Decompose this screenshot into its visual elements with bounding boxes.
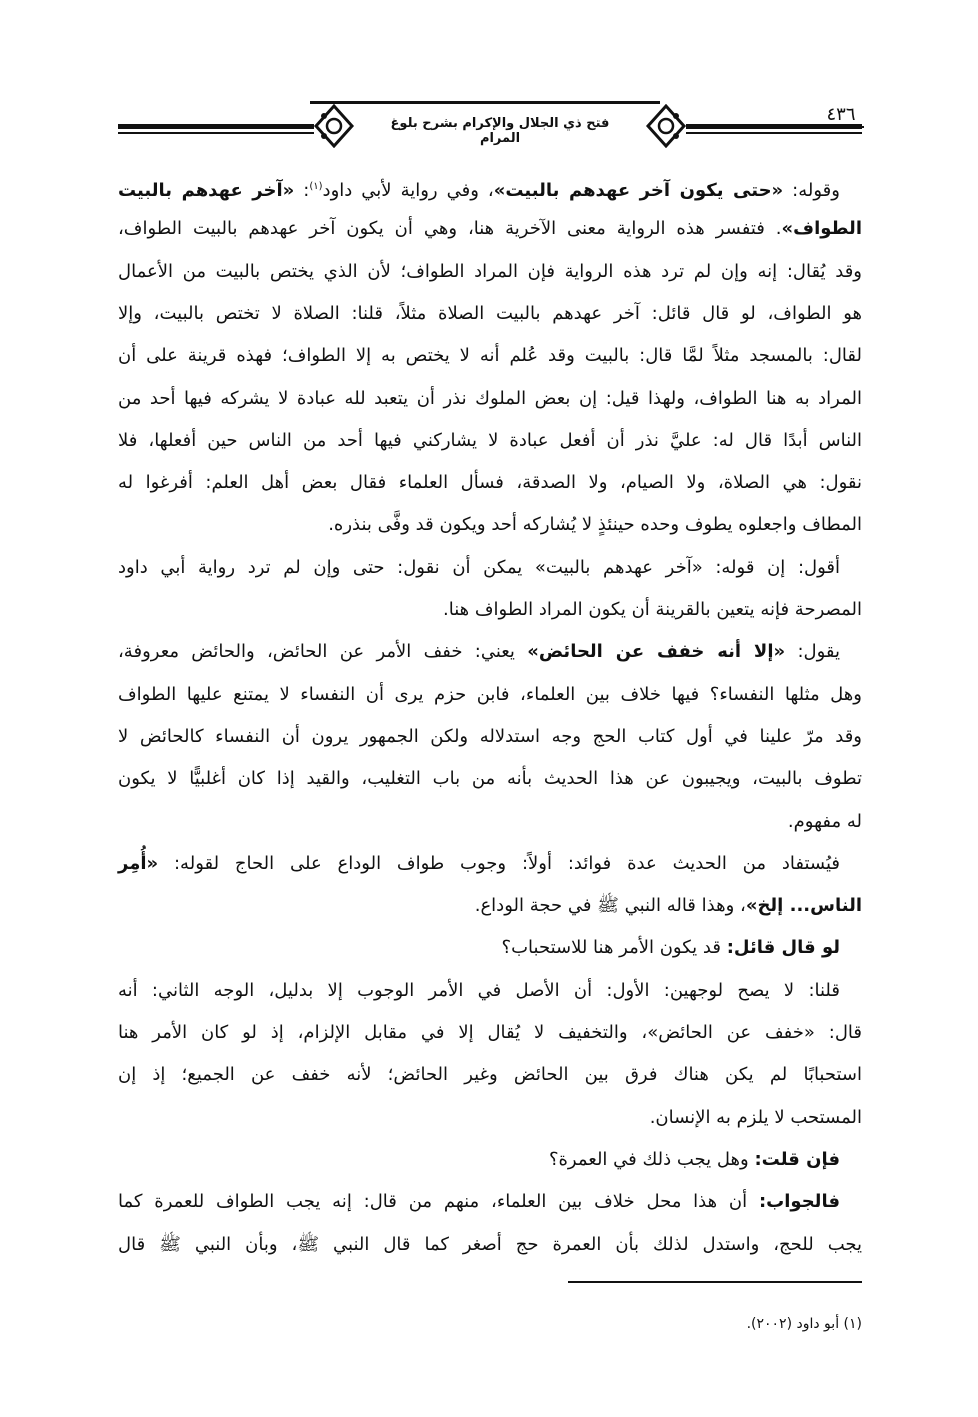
- text-segment: قد يكون الأمر هنا للاستحباب؟: [501, 937, 727, 959]
- text-line: [118, 637, 862, 667]
- text-segment: قال: «خفف عن الحائض»، والتخفيف لا يُقال إلا في مقابل الإلزام، إذ لو كان الأمر هنا: [118, 1022, 862, 1043]
- text-segment: يعني: خفف الأمر عن الحائض، والحائض معروفة،: [118, 641, 528, 663]
- text-line: [118, 933, 862, 963]
- header-rule-top: [310, 101, 660, 104]
- footnote-divider: [568, 1281, 862, 1283]
- text-segment: نقول: هي الصلاة، ولا الصيام، ولا الصدقة، فسأل العلماء فقال بعض أهل العلم: أفرغوا له: [118, 472, 862, 494]
- text-segment: المصرحة فإنه يتعين بالقرينة أن يكون المراد الطواف هنا.: [443, 599, 862, 620]
- text-line: [118, 384, 862, 414]
- text-segment: ، وفي رواية لأبي داود: [322, 180, 494, 201]
- bold-text: فالجواب:: [758, 1191, 840, 1213]
- text-line: [118, 722, 862, 752]
- text-line: [118, 807, 862, 837]
- text-segment: قلنا: لا يصح لوجهين: الأول: أن الأصل في الأمر الوجوب إلا بدليل، الوجه الثاني: أنه: [118, 979, 840, 1001]
- text-segment: تطوف بالبيت، ويجيبون عن هذا الحديث بأنه من باب التغليب، والقيد إذا كان أغلبيًّا لا يكون: [118, 768, 862, 790]
- text-segment: له مفهوم.: [787, 810, 862, 832]
- text-line: [118, 299, 862, 329]
- footnote-reference: (١): [309, 181, 323, 192]
- text-segment: المراد به هنا الطواف، ولهذا قيل: إن بعض الملوك نذر أن يتعبد لله عبادة لا يشركه فيها أحد من: [118, 387, 862, 409]
- text-segment: وقد مرّ علينا في أول كتاب الحج وجه استدلاله ولكن الجمهور يرون أن النفساء كالحائض لا: [118, 725, 862, 747]
- text-line: [118, 1145, 862, 1175]
- text-segment: المطاف واجعلوه يطوف وحده حينئذٍ لا يُشاركه أحد ويكون قد وفَّى بنذره.: [328, 514, 862, 536]
- text-segment: وهل يجب ذلك في العمرة؟: [548, 1148, 755, 1170]
- header-rule-left-thick: [118, 124, 314, 129]
- text-segment: ، وهذا قاله النبي ﷺ في حجة الوداع.: [474, 895, 746, 917]
- text-line: [118, 680, 862, 710]
- text-segment: يجب للحج، واستدل لذلك بأن العمرة حج أصغر كما قال النبي ﷺ، وبأن النبي ﷺ قال: [118, 1233, 862, 1255]
- bold-text: «إلا أنه خفف عن الحائض»: [527, 641, 786, 663]
- bold-text: فإن قلت:: [754, 1148, 840, 1170]
- bold-text: «آخر عهدهم بالبيت: [118, 180, 295, 201]
- header-rule-left-thin: [118, 132, 314, 134]
- header-rule-right-thin: [686, 132, 862, 134]
- text-line: [118, 553, 862, 583]
- text-line: [118, 172, 862, 202]
- bold-text: الناس... إلخ»: [745, 895, 862, 917]
- bold-text: «أُمِر: [118, 852, 159, 874]
- text-line: [118, 1103, 862, 1133]
- text-line: [118, 257, 862, 287]
- text-line: [118, 426, 862, 456]
- footnote: (١) أبو داود (٢٠٠٢).: [746, 1316, 862, 1332]
- text-line: [118, 1060, 862, 1090]
- text-segment: يقول:: [785, 641, 840, 663]
- text-line: [118, 468, 862, 498]
- text-segment: وقوله:: [783, 180, 840, 201]
- text-segment: أقول: إن قوله: «آخر عهدهم بالبيت» يمكن أن نقول: حتى وإن لم ترد رواية أبي داود: [118, 556, 840, 578]
- text-line: [118, 341, 862, 371]
- text-line: [118, 891, 862, 921]
- text-segment: فيُستفاد من الحديث عدة فوائد: أولاً: وجوب طواف الوداع على الحاج لقوله:: [158, 852, 840, 874]
- text-line: [118, 1018, 862, 1048]
- ornament-right-icon: [644, 104, 688, 148]
- text-segment: أن هذا محل خلاف بين العلماء، منهم من قال: إنه يجب الطواف للعمرة كما: [118, 1191, 759, 1213]
- text-segment: استحبابًا لم يكن هناك فرق بين الحائض وغير الحائض؛ لأنه خفف عن الجميع؛ إذ إن: [118, 1064, 862, 1086]
- text-segment: . فتفسر هذه الرواية معنى الآخرية هنا، وهي أن يكون آخر عهدهم بالبيت الطواف،: [118, 218, 782, 240]
- bold-text: لو قال قائل:: [726, 937, 840, 959]
- text-line: [118, 976, 862, 1006]
- text-segment: :: [294, 180, 310, 201]
- text-line: [118, 764, 862, 794]
- text-segment: وقد يُقال: إنه وإن لم ترد هذه الرواية فإن المراد الطواف؛ لأن الذي يختص بالبيت من الأعمال: [118, 260, 862, 282]
- text-line: [118, 510, 862, 540]
- running-title: فتح ذي الجلال والإكرام بشرح بلوغ المرام: [390, 116, 610, 146]
- text-line: [118, 849, 862, 879]
- bold-text: الطواف»: [781, 218, 862, 240]
- page-number: ٤٣٦: [818, 104, 864, 128]
- ornament-left-icon: [312, 104, 356, 148]
- text-segment: الناس أبدًا قال له: عليَّ نذر أن أفعل عبادة لا يشاركني فيها أحد من الناس حين أفعلها، فلا: [118, 429, 862, 451]
- text-segment: هو الطواف، لو قال قائل: آخر عهدهم بالبيت الصلاة مثلاً، قلنا: الصلاة لا تختص بالبيت، وإلا: [118, 302, 862, 324]
- text-line: [118, 1230, 862, 1260]
- bold-text: «حتى يكون آخر عهدهم بالبيت»: [493, 180, 784, 201]
- text-segment: لقال: بالمسجد مثلاً لمَّا قال: بالبيت وقد عُلم أنه لا يختص به إلا الطواف؛ فهذه قرينة على أن: [118, 345, 862, 367]
- text-line: [118, 595, 862, 625]
- text-segment: المستحب لا يلزم به الإنسان.: [649, 1106, 862, 1128]
- text-segment: وهل مثلها النفساء؟ فيها خلاف بين العلماء، فابن حزم يرى أن النفساء لا يمتنع عليها الطواف: [118, 683, 862, 705]
- text-line: [118, 1187, 862, 1217]
- text-line: [118, 214, 862, 244]
